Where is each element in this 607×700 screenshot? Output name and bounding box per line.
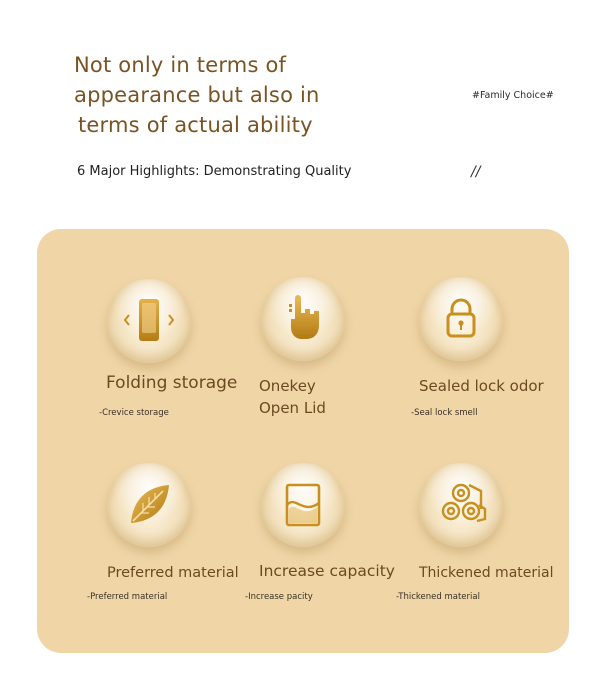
feature-subtitle-crevice-storage: -Crevice storage [99,408,169,418]
folding-phone-icon [107,279,191,363]
feature-subtitle-preferred-material: -Preferred material [87,592,168,602]
feature-title-thickened-material: Thickened material [419,565,554,581]
feature-title-folding-storage: Folding storage [106,373,238,393]
feature-title-line-2: Open Lid [259,399,326,417]
family-choice-tag: #Family Choice# [472,90,554,101]
feature-subtitle-thickened-material: -Thickened material [396,592,480,602]
headline [74,50,334,140]
feature-subtitle-increase-pacity: -Increase pacity [245,592,313,602]
leaf-icon [107,463,191,547]
highlights-subtitle: 6 Major Highlights: Demonstrating Quality [77,164,352,179]
padlock-icon [419,277,503,361]
finger-press-icon [261,277,345,361]
feature-title-sealed-lock-odor: Sealed lock odor [419,377,544,395]
decorative-slashes: // [471,164,481,180]
feature-subtitle-seal-lock-smell: -Seal lock smell [411,408,478,418]
capacity-box-icon [261,463,345,547]
feature-title-preferred-material: Preferred material [107,565,239,581]
headline-line-2: appearance but also in [74,83,320,107]
headline-line-1: Not only in terms of [74,53,287,77]
stacked-rolls-icon [419,463,503,547]
feature-title-onekey-open-lid [259,375,326,419]
headline-line-3: terms of actual ability [78,113,313,137]
feature-title-increase-capacity: Increase capacity [259,562,395,580]
feature-title-line-1: Onekey [259,377,316,395]
features-panel [37,229,569,653]
